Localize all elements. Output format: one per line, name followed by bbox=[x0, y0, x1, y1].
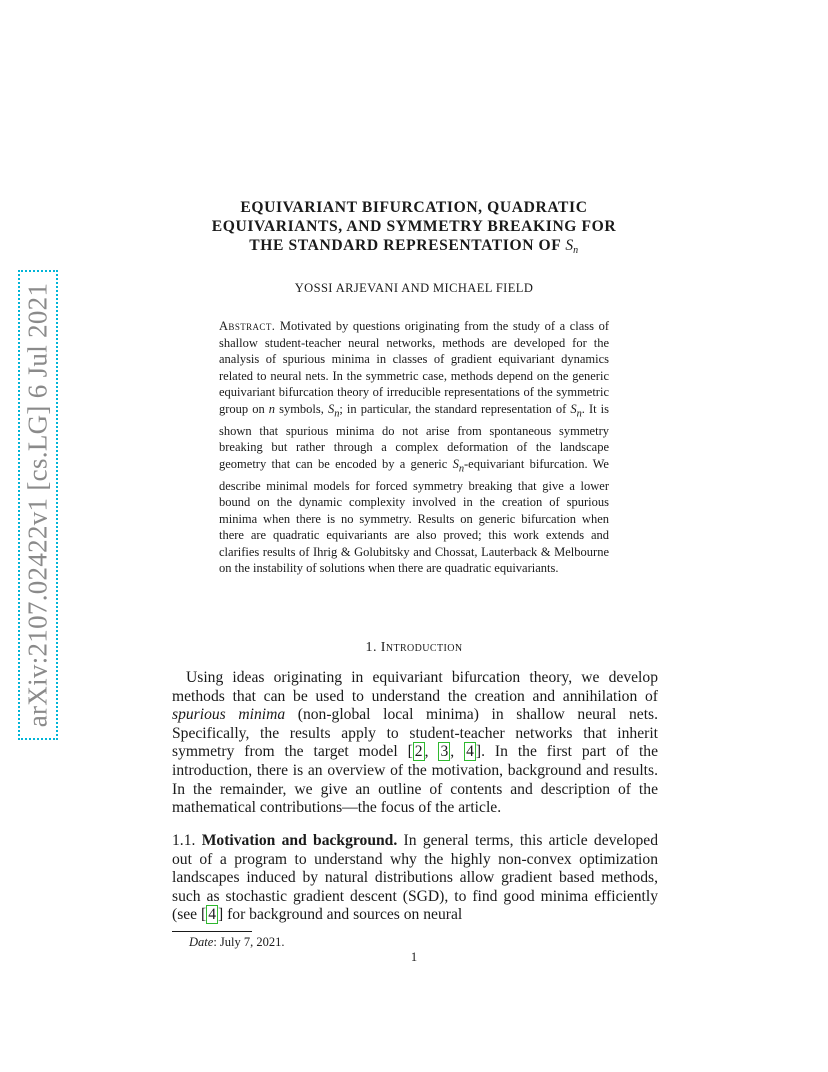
footnote-label: Date bbox=[189, 935, 214, 949]
author-list: YOSSI ARJEVANI AND MICHAEL FIELD bbox=[294, 281, 534, 295]
paragraph-text: ]. In the first part of the introduction, there is an overview of the motivation, background and results. In the remainder, we give an outline of contents and description of the mathematical contributions—the focus of the article. bbox=[172, 743, 659, 817]
abstract-math: S bbox=[452, 456, 459, 471]
citation-link[interactable] bbox=[464, 742, 476, 761]
title-line-3-text: THE STANDARD REPRESENTATION OF bbox=[249, 237, 561, 254]
abstract-math-subscript: n bbox=[458, 463, 465, 474]
subsection-number: 1.1. bbox=[172, 832, 196, 849]
citation-separator: , bbox=[450, 743, 465, 761]
abstract-text: . It is shown that spurious minima do not arise from spontaneous symmetry breaking but rather through a complex deformation of the landscape geometry that can be encoded by a generic bbox=[219, 401, 609, 471]
footnote-rule bbox=[172, 931, 252, 932]
subsection-paragraph bbox=[172, 832, 658, 925]
paper-title bbox=[150, 198, 678, 260]
title-symbol-subscript: n bbox=[573, 245, 579, 256]
citation-number: 4 bbox=[466, 743, 474, 761]
citation-link[interactable] bbox=[206, 905, 218, 924]
section-heading bbox=[170, 640, 658, 656]
abstract-text: -equivariant bifurcation. We describe minimal models for forced symmetry breaking that give a lower bound on the dynamic complexity involved in the creation of spurious minima when there is no symmetry. Results on generic bifurcation when there are quadratic equivariants are also proved; this work extends and clarifies results of Ihrig & Golubitsky and Chossat, Lauterback & Melbourne on the instability of solutions when there are quadratic equivariants. bbox=[219, 456, 609, 575]
citation-separator: , bbox=[424, 743, 439, 761]
abstract-text: symbols, bbox=[275, 401, 328, 416]
section-title: Introduction bbox=[380, 640, 463, 655]
section-number: 1. bbox=[365, 640, 377, 655]
footnote bbox=[189, 935, 285, 950]
arxiv-identifier-stamp bbox=[18, 270, 58, 740]
abstract bbox=[219, 318, 609, 577]
abstract-text: ; in particular, the standard representation of bbox=[339, 401, 571, 416]
paragraph-text: In general terms, this article developed out of a program to understand why the highly non-convex optimization landscapes induced by natural distributions allow gradient based methods, such as stochastic gradient descent (SGD), to find good minima efficiently (see [ bbox=[172, 832, 659, 924]
paragraph-text: Using ideas originating in equivariant bifurcation theory, we develop methods that can be used to understand the creation and annihilation of bbox=[172, 669, 658, 705]
page-number: 1 bbox=[410, 950, 418, 964]
citation-link[interactable] bbox=[413, 742, 425, 761]
abstract-label: Abstract. bbox=[219, 319, 276, 333]
abstract-math: S bbox=[570, 401, 577, 416]
abstract-text: Motivated by questions originating from the study of a class of shallow student-teacher neural networks, methods are developed for the analysis of spurious minima in classes of gradient equivariant dynamics related to neural nets. In the symmetric case, methods depend on the generic equivariant bifurcation theory of irreducible representations of the symmetric group on bbox=[219, 319, 609, 416]
citation-link[interactable] bbox=[438, 742, 450, 761]
footnote-value: : July 7, 2021. bbox=[213, 935, 285, 949]
paragraph-text: (non-global local minima) in shallow neural nets. Specifically, the results apply to student-teacher networks that inherit symmetry from the target model [ bbox=[172, 706, 658, 761]
citation-number: 2 bbox=[414, 743, 423, 761]
subsection-heading: Motivation and background. bbox=[201, 832, 398, 849]
abstract-math: n bbox=[268, 401, 276, 416]
abstract-math-subscript: n bbox=[334, 408, 340, 419]
paragraph-text: ] for background and sources on neural bbox=[218, 906, 463, 924]
title-line-2: EQUIVARIANTS, AND SYMMETRY BREAKING FOR bbox=[211, 218, 617, 235]
title-line-3 bbox=[150, 236, 678, 260]
abstract-math: S bbox=[327, 401, 335, 416]
title-line-1: EQUIVARIANT BIFURCATION, QUADRATIC bbox=[240, 199, 588, 216]
arxiv-identifier: arXiv:2107.02422v1 [cs.LG] 6 Jul 2021 bbox=[22, 282, 53, 728]
abstract-math-subscript: n bbox=[576, 408, 582, 419]
intro-paragraph bbox=[172, 669, 658, 818]
title-symbol: S bbox=[565, 237, 574, 254]
citation-number: 4 bbox=[208, 906, 216, 924]
emphasized-term: spurious minima bbox=[172, 706, 286, 724]
citation-number: 3 bbox=[440, 743, 449, 761]
